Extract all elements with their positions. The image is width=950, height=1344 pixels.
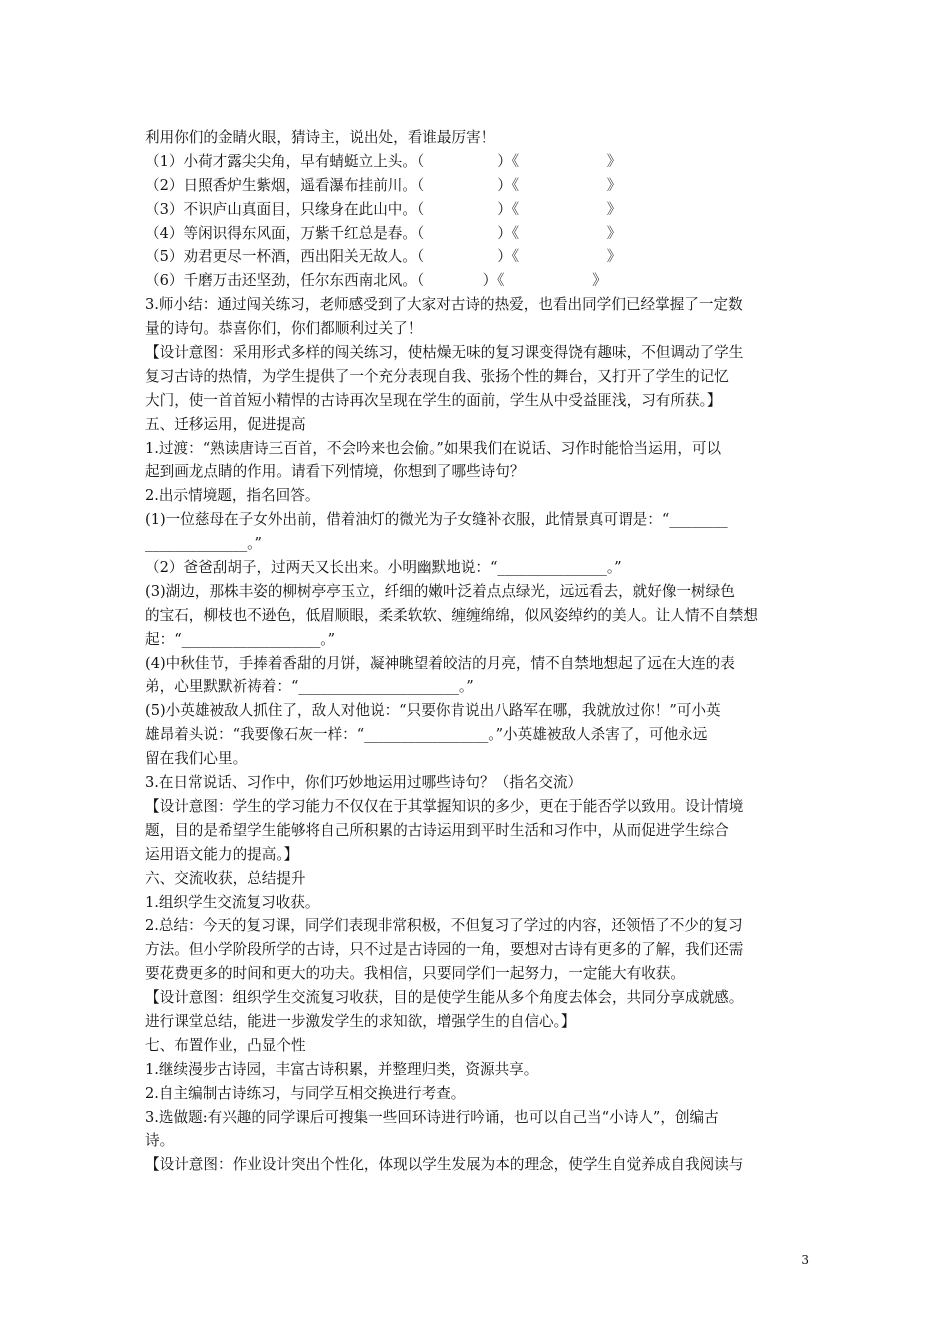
design-intent-line: 进行课堂总结，能进一步激发学生的求知欲，增强学生的自信心。】 bbox=[145, 1012, 576, 1030]
body-line: 1.过渡：“熟读唐诗三百首，不会吟来也会偷。”如果我们在说话、习作时能恰当运用，可以 bbox=[145, 439, 722, 457]
body-line: 3.选做题:有兴趣的同学课后可搜集一些回环诗进行吟诵，也可以自己当“小诗人”，创编古 bbox=[145, 1108, 719, 1126]
quiz-item-5: （5）劝君更尽一杯酒，西出阳关无故人。（ ）《 》 bbox=[145, 248, 622, 266]
design-intent-line: 【设计意图：组织学生交流复习收获，目的是使学生能从多个角度去体会，共同分享成就感。 bbox=[145, 989, 744, 1007]
document-body bbox=[145, 126, 815, 1177]
section-heading: 六、交流收获，总结提升 bbox=[145, 869, 306, 887]
design-intent-line: 【设计意图：采用形式多样的闯关练习，使枯燥无味的复习课变得饶有趣味，不但调动了学生 bbox=[145, 344, 744, 362]
body-line: 2.自主编制古诗练习，与同学互相交换进行考查。 bbox=[145, 1084, 466, 1102]
scenario-line: (3)湖边，那株丰姿的柳树亭亭玉立，纤细的嫩叶泛着点点绿光，远远看去，就好像一树绿色 bbox=[145, 582, 735, 600]
scenario-line: 的宝石，柳枝也不逊色，低眉顺眼，柔柔软软、缠缠绵绵，似风姿绰约的美人。让人情不自禁想 bbox=[145, 606, 758, 624]
quiz-item-6: （6）千磨万击还坚劲，任尔东西南北风。（ ）《 》 bbox=[145, 272, 607, 290]
scenario-line: 弟，心里默默祈祷着：“______________________。” bbox=[145, 678, 474, 696]
design-intent-line: 运用语文能力的提高。】 bbox=[145, 845, 299, 863]
body-line: 3.在日常说话、习作中，你们巧妙地运用过哪些诗句？（指名交流） bbox=[145, 774, 583, 792]
design-intent-line: 复习古诗的热情，为学生提供了一个充分表现自我、张扬个性的舞台，又打开了学生的记忆 bbox=[145, 367, 729, 385]
section-heading: 七、布置作业，凸显个性 bbox=[145, 1036, 306, 1054]
body-line: 3.师小结：通过闯关练习，老师感受到了大家对古诗的热爱，也看出同学们已经掌握了一定数 bbox=[145, 296, 743, 314]
quiz-item-4: （4）等闲识得东风面，万紫千红总是春。（ ）《 》 bbox=[145, 224, 622, 242]
quiz-item-1: （1）小荷才露尖尖角，早有蜻蜓立上头。（ ）《 》 bbox=[145, 152, 622, 170]
body-line: 量的诗句。恭喜你们，你们都顺利过关了！ bbox=[145, 320, 423, 338]
scenario-line: 雄昂着头说：“我要像石灰一样：“_________________。”小英雄被敌人杀害了，可他永远 bbox=[145, 726, 708, 744]
design-intent-line: 【设计意图：学生的学习能力不仅仅在于其掌握知识的多少，更在于能否学以致用。设计情境 bbox=[145, 797, 744, 815]
page-number: 3 bbox=[801, 1253, 809, 1267]
scenario-line: (4)中秋佳节，手捧着香甜的月饼，凝神眺望着皎洁的月亮，情不自禁地想起了远在大连的表 bbox=[145, 654, 735, 672]
scenario-line: 留在我们心里。 bbox=[145, 750, 248, 768]
quiz-item-2: （2）日照香炉生紫烟，遥看瀑布挂前川。（ ）《 》 bbox=[145, 176, 622, 194]
scenario-line: (5)小英雄被敌人抓住了，敌人对他说：“只要你肯说出八路军在哪，我就放过你！”可小英 bbox=[145, 702, 721, 720]
body-line: 2.总结：今天的复习课，同学们表现非常积极，不但复习了学过的内容，还领悟了不少的复习 bbox=[145, 917, 743, 935]
design-intent-line: 题，目的是希望学生能够将自己所积累的古诗运用到平时生活和习作中，从而促进学生综合 bbox=[145, 821, 729, 839]
scenario-line: ______________。” bbox=[145, 535, 262, 553]
body-line: 利用你们的金睛火眼，猜诗主，说出处，看谁最厉害！ bbox=[145, 129, 496, 146]
scenario-line: （2）爸爸刮胡子，过两天又长出来。小明幽默地说：“_______________。” bbox=[145, 559, 622, 577]
body-line: 起到画龙点睛的作用。请看下列情境，你想到了哪些诗句？ bbox=[145, 463, 525, 481]
design-intent-line: 【设计意图：作业设计突出个性化，体现以学生发展为本的理念，使学生自觉养成自我阅读与 bbox=[145, 1156, 744, 1174]
body-line: 诗。 bbox=[145, 1132, 175, 1150]
scenario-line: 起：“___________________。” bbox=[145, 630, 336, 648]
body-line: 2.出示情境题，指名回答。 bbox=[145, 487, 320, 505]
body-line: 方法。但小学阶段所学的古诗，只不过是古诗园的一角，要想对古诗有更多的了解，我们还需 bbox=[145, 941, 744, 959]
design-intent-line: 大门，使一首首短小精悍的古诗再次呈现在学生的面前，学生从中受益匪浅，习有所获。】 bbox=[145, 391, 722, 409]
scenario-line: (1)一位慈母在子女外出前，借着油灯的微光为子女缝补衣服，此情景真可谓是：“________ bbox=[145, 511, 728, 529]
quiz-item-3: （3）不识庐山真面目，只缘身在此山中。（ ）《 》 bbox=[145, 200, 622, 218]
body-line: 1.继续漫步古诗园，丰富古诗积累，并整理归类，资源共享。 bbox=[145, 1060, 539, 1078]
body-line: 要花费更多的时间和更大的功夫。我相信，只要同学们一起努力，一定能大有收获。 bbox=[145, 965, 685, 983]
body-line: 1.组织学生交流复习收获。 bbox=[145, 893, 320, 911]
section-heading: 五、迁移运用，促进提高 bbox=[145, 415, 306, 433]
